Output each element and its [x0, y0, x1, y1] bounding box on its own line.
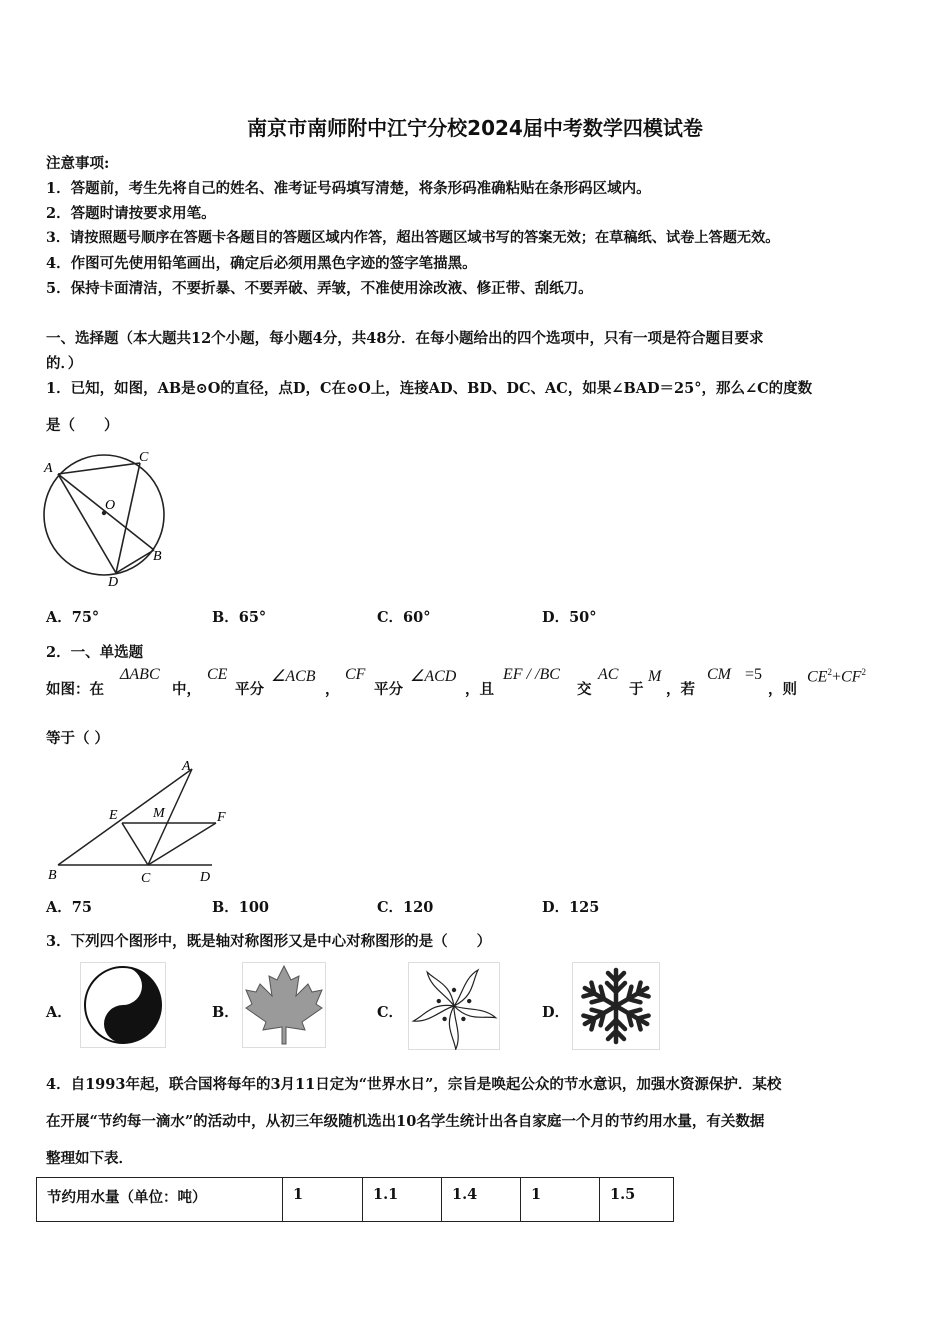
q2-header: 2．一、单选题: [46, 644, 144, 661]
water-saving-table: [36, 1177, 674, 1222]
q2-math-ce: CE: [207, 666, 228, 683]
q2-stem-cont: 等于（ ）: [46, 730, 110, 747]
q3-option-a[interactable]: A．: [46, 1004, 72, 1021]
q1-option-c[interactable]: C．60°: [377, 609, 431, 626]
q1-stem: 1．已知，如图，AB是⊙O的直径，点D，C在⊙O上，连接AD、BD、DC、AC，如果∠BAD＝25°，那么∠C的度数: [46, 380, 813, 397]
q2-text: 平分: [374, 681, 403, 698]
q2-math-eq5: =5: [745, 666, 763, 683]
label-d: D: [108, 575, 119, 590]
label-b: B: [48, 868, 57, 883]
label-c: C: [141, 871, 151, 886]
notice-item: 4．作图可先使用铅笔画出，确定后必须用黑色字迹的签字笔描黑。: [46, 255, 477, 272]
label-o: O: [105, 498, 116, 513]
notice-item: 2．答题时请按要求用笔。: [46, 205, 216, 222]
section-heading-cont: 的．）: [46, 355, 83, 372]
table-cell: 1.5: [600, 1178, 674, 1222]
segment-db: [116, 550, 154, 573]
q4-stem-cont: 在开展“节约每一滴水”的活动中，从初三年级随机选出10名学生统计出各自家庭一个月的节约用水量，有关数据: [46, 1113, 765, 1130]
q1-option-d[interactable]: D．50°: [542, 609, 597, 626]
segment-ad: [58, 474, 116, 573]
page-title: 南京市南师附中江宁分校2024届中考数学四模试卷: [247, 116, 703, 140]
table-header-cell: 节约用水量（单位：吨）: [37, 1178, 283, 1222]
q2-math-acb: ∠ACB: [271, 668, 316, 685]
q2-text: 平分: [235, 681, 264, 698]
yin-yang-icon: [80, 962, 166, 1048]
notice-item: 3．请按照题号顺序在答题卡各题目的答题区域内作答，超出答题区域书写的答案无效；在草稿纸、试卷上答题无效。: [46, 230, 780, 246]
q2-option-b[interactable]: B．100: [212, 899, 270, 916]
q2-text: 交: [577, 681, 592, 698]
q1-option-a[interactable]: A．75°: [46, 609, 100, 626]
q2-option-a[interactable]: A．75: [46, 899, 92, 916]
q2-triangle-figure: [40, 756, 240, 888]
label-d: D: [200, 870, 211, 885]
notice-heading: 注意事项:: [46, 155, 110, 172]
q2-math-cf: CF: [345, 666, 366, 683]
table-cell: 1: [283, 1178, 363, 1222]
label-b: B: [153, 549, 162, 564]
q1-circle-figure: [38, 446, 178, 592]
q4-stem: 4．自1993年起，联合国将每年的3月11日定为“世界水日”，宗旨是唤起公众的节水意识，加强水资源保护．某校: [46, 1076, 782, 1093]
q2-math-ef-bc: EF / /BC: [503, 666, 560, 683]
label-m: M: [153, 806, 165, 821]
q3-option-c[interactable]: C．: [377, 1004, 404, 1021]
q2-text: ，且: [465, 681, 494, 698]
maple-leaf-icon: [242, 962, 326, 1048]
q2-math-ce2: $CE^2+CF^2$: [807, 667, 866, 686]
table-cell: 1.1: [363, 1178, 442, 1222]
q2-math-cm: CM: [707, 666, 731, 683]
label-c: C: [139, 450, 149, 465]
q2-option-c[interactable]: C．120: [377, 899, 434, 916]
q2-text: 中，: [172, 681, 201, 698]
q2-text: 于: [629, 681, 644, 698]
label-e: E: [109, 808, 118, 823]
notice-item: 1．答题前，考生先将自己的姓名、准考证号码填写清楚，将条形码准确粘贴在条形码区域内。: [46, 180, 651, 197]
snowflake-icon: [572, 962, 660, 1050]
q3-option-b[interactable]: B．: [212, 1004, 239, 1021]
segment-ec: [122, 823, 148, 865]
q3-stem: 3．下列四个图形中，既是轴对称图形又是中心对称图形的是（ ）: [46, 933, 492, 950]
q1-option-b[interactable]: B．65°: [212, 609, 267, 626]
q2-text: ，: [325, 681, 340, 698]
q2-math-abc: ΔABC: [120, 666, 160, 683]
notice-item: 5．保持卡面清洁，不要折暴、不要弄破、弄皱，不准使用涂改液、修正带、刮纸刀。: [46, 280, 593, 297]
label-a: A: [182, 759, 191, 774]
label-f: F: [217, 810, 226, 825]
segment-dc: [116, 463, 140, 573]
q2-math-ac: AC: [598, 666, 619, 683]
table-cell: 1: [521, 1178, 600, 1222]
q2-text: ，则: [768, 681, 797, 698]
section-heading: 一、选择题（本大题共12个小题，每小题4分，共48分．在每小题给出的四个选项中，只有一项是符合题目要求: [46, 330, 764, 347]
q1-stem-cont: 是（ ）: [46, 417, 119, 434]
q3-option-d[interactable]: D．: [542, 1004, 570, 1021]
q2-text: 如图：在: [46, 681, 104, 698]
table-row: [37, 1178, 674, 1222]
q2-math-m: M: [648, 668, 662, 685]
q2-math-acd: ∠ACD: [410, 668, 457, 685]
q4-stem-cont: 整理如下表．: [46, 1150, 133, 1167]
bauhinia-flower-icon: [408, 962, 500, 1050]
q2-option-d[interactable]: D．125: [542, 899, 600, 916]
label-a: A: [44, 461, 53, 476]
table-cell: 1.4: [442, 1178, 521, 1222]
q2-text: ，若: [666, 681, 695, 698]
